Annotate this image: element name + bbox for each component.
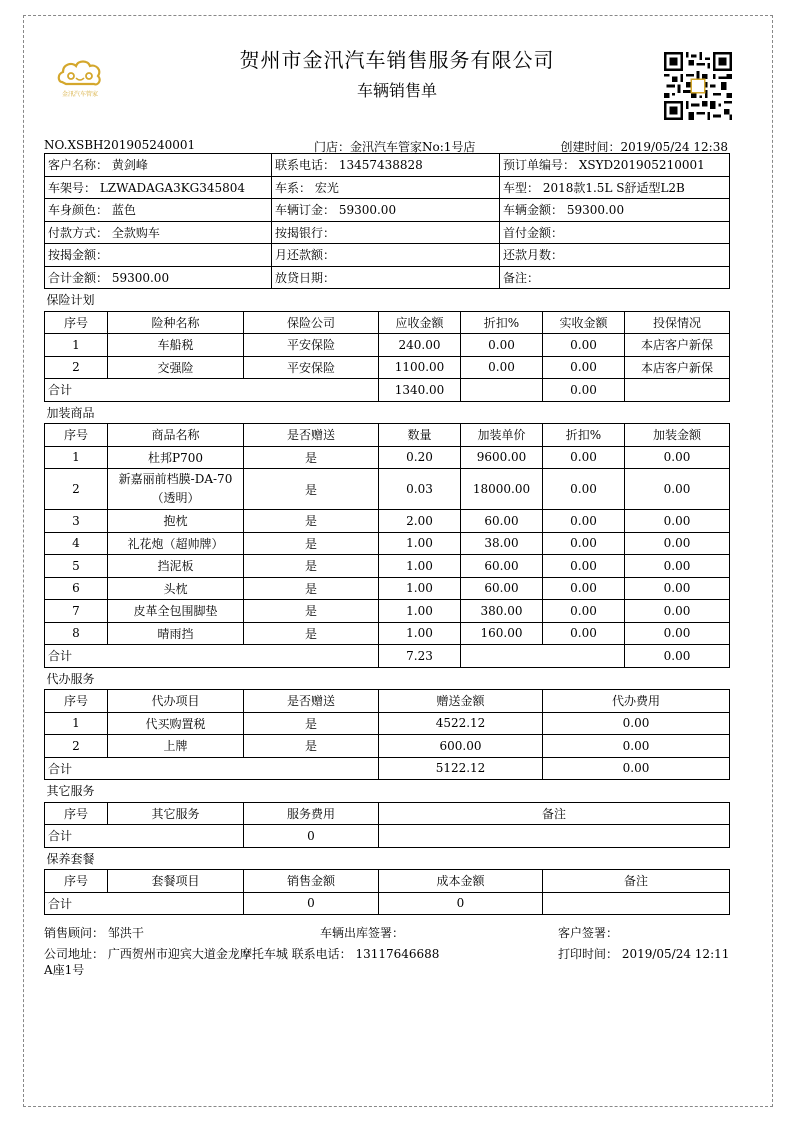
total-cell: 0: [244, 825, 379, 848]
table-cell: 600.00: [379, 735, 543, 758]
company-name: 贺州市金汛汽车销售服务有限公司: [239, 48, 555, 72]
table-cell: 0.00: [543, 600, 625, 623]
column-header: 赠送金额: [379, 690, 543, 713]
table-cell: 4522.12: [379, 712, 543, 735]
table-cell: 平安保险: [244, 334, 379, 357]
table-cell: 0.00: [625, 469, 730, 510]
table-cell: 皮革全包围脚垫: [108, 600, 244, 623]
customer-signature: 客户签署：: [558, 926, 619, 940]
table-cell: 是: [244, 510, 379, 533]
total-label: 合计: [45, 825, 244, 848]
insurance-header-row: [45, 311, 730, 334]
column-header: 应收金额: [379, 311, 461, 334]
table-cell: 60.00: [461, 577, 543, 600]
table-cell: 5: [45, 555, 108, 578]
table-cell: 1: [45, 712, 108, 735]
table-cell: 1.00: [379, 622, 461, 645]
total-row: [45, 379, 730, 402]
table-cell: 头枕: [108, 577, 244, 600]
info-cell: 付款方式： 全款购车: [45, 221, 272, 244]
table-row: [45, 622, 730, 645]
total-label: 合计: [45, 645, 379, 668]
empty-cell: [379, 825, 730, 848]
table-cell: 是: [244, 712, 379, 735]
total-row: [45, 645, 730, 668]
header-line: [44, 138, 728, 154]
table-cell: 代买购置税: [108, 712, 244, 735]
info-cell: 月还款额：: [272, 244, 500, 267]
info-cell: 放贷日期：: [272, 266, 500, 289]
table-cell: 240.00: [379, 334, 461, 357]
table-cell: 0.00: [625, 600, 730, 623]
table-cell: 1.00: [379, 600, 461, 623]
table-cell: 0.00: [543, 712, 730, 735]
info-cell: 按揭银行：: [272, 221, 500, 244]
table-cell: 2.00: [379, 510, 461, 533]
info-cell: 备注：: [500, 266, 730, 289]
sales-advisor: 销售顾问： 邹洪干: [44, 926, 144, 940]
table-cell: 2: [45, 735, 108, 758]
info-cell: 还款月数：: [500, 244, 730, 267]
table-cell: 0.00: [543, 334, 625, 357]
maintenance-header-row: [45, 870, 730, 893]
table-cell: 4: [45, 532, 108, 555]
table-cell: 6: [45, 577, 108, 600]
table-cell: 是: [244, 600, 379, 623]
table-cell: 0.00: [543, 532, 625, 555]
table-row: [45, 735, 730, 758]
column-header: 销售金额: [244, 870, 379, 893]
column-header: 投保情况: [625, 311, 730, 334]
table-cell: 0.00: [625, 510, 730, 533]
table-cell: 礼花炮（超帅牌）: [108, 532, 244, 555]
table-cell: 0.00: [543, 446, 625, 469]
column-header: 加装金额: [625, 424, 730, 447]
section-title-accessories: 加装商品: [45, 401, 730, 424]
column-header: 代办费用: [543, 690, 730, 713]
table-cell: 2: [45, 469, 108, 510]
total-row: [45, 892, 730, 915]
info-cell: 车辆金额： 59300.00: [500, 199, 730, 222]
table-row: [45, 334, 730, 357]
table-cell: 18000.00: [461, 469, 543, 510]
table-cell: 7: [45, 600, 108, 623]
table-cell: 0.00: [625, 577, 730, 600]
total-cell: 7.23: [379, 645, 461, 668]
company-address: 公司地址： 广西贺州市迎宾大道金龙摩托车城 联系电话： 13117646688: [44, 947, 440, 961]
empty-cell: [543, 892, 730, 915]
info-cell: 车型： 2018款1.5L S舒适型L2B: [500, 176, 730, 199]
info-cell: 客户名称： 黄剑峰: [45, 154, 272, 177]
table-cell: 是: [244, 532, 379, 555]
table-cell: 1: [45, 446, 108, 469]
table-row: [45, 712, 730, 735]
table-cell: 0.00: [543, 577, 625, 600]
table-cell: 0.00: [625, 446, 730, 469]
table-row: [45, 356, 730, 379]
table-row: [45, 532, 730, 555]
total-cell: 0: [244, 892, 379, 915]
empty-cell: [461, 645, 625, 668]
total-cell: 0.00: [543, 757, 730, 780]
table-cell: 杜邦P700: [108, 446, 244, 469]
table-cell: 1.00: [379, 532, 461, 555]
info-cell: 预订单编号： XSYD201905210001: [500, 154, 730, 177]
table-cell: 上牌: [108, 735, 244, 758]
logo-text: 金汛汽车管家: [61, 91, 99, 98]
column-header: 序号: [45, 802, 108, 825]
table-cell: 车船税: [108, 334, 244, 357]
table-cell: 0.00: [625, 622, 730, 645]
table-cell: 是: [244, 735, 379, 758]
column-header: 保险公司: [244, 311, 379, 334]
info-cell: 车身颜色： 蓝色: [45, 199, 272, 222]
total-label: 合计: [45, 892, 244, 915]
column-header: 实收金额: [543, 311, 625, 334]
empty-cell: [461, 379, 543, 402]
table-cell: 交强险: [108, 356, 244, 379]
column-header: 成本金额: [379, 870, 543, 893]
table-row: [45, 469, 730, 510]
table-cell: 是: [244, 469, 379, 510]
total-label: 合计: [45, 379, 379, 402]
table-cell: 9600.00: [461, 446, 543, 469]
table-cell: 0.00: [543, 469, 625, 510]
store-name: 门店：金汛汽车管家No:1号店: [314, 140, 476, 154]
total-label: 合计: [45, 757, 379, 780]
info-cell: 合计金额： 59300.00: [45, 266, 272, 289]
agency-header-row: [45, 690, 730, 713]
table-cell: 380.00: [461, 600, 543, 623]
print-time: 打印时间： 2019/05/24 12:11: [558, 947, 730, 961]
table-cell: 0.00: [461, 334, 543, 357]
table-row: [45, 555, 730, 578]
info-cell: 车辆订金： 59300.00: [272, 199, 500, 222]
table-cell: 是: [244, 577, 379, 600]
column-header: 是否赠送: [244, 424, 379, 447]
table-cell: 抱枕: [108, 510, 244, 533]
customer-info-table: [44, 153, 730, 289]
table-cell: 晴雨挡: [108, 622, 244, 645]
column-header: 险种名称: [108, 311, 244, 334]
column-header: 序号: [45, 690, 108, 713]
table-cell: 本店客户新保: [625, 356, 730, 379]
column-header: 数量: [379, 424, 461, 447]
section-title-insurance: 保险计划: [45, 289, 730, 312]
table-cell: 是: [244, 446, 379, 469]
table-cell: 平安保险: [244, 356, 379, 379]
column-header: 序号: [45, 870, 108, 893]
column-header: 序号: [45, 311, 108, 334]
table-cell: 3: [45, 510, 108, 533]
table-cell: 本店客户新保: [625, 334, 730, 357]
table-cell: 0.00: [543, 510, 625, 533]
table-cell: 0.00: [625, 532, 730, 555]
total-cell: 0.00: [543, 379, 625, 402]
column-header: 服务费用: [244, 802, 379, 825]
empty-cell: [625, 379, 730, 402]
order-number: NO.XSBH201905240001: [44, 138, 196, 152]
column-header: 序号: [45, 424, 108, 447]
table-cell: 0.00: [543, 735, 730, 758]
section-title-other: 其它服务: [45, 780, 730, 803]
table-cell: 0.00: [543, 622, 625, 645]
info-cell: 联系电话： 13457438828: [272, 154, 500, 177]
table-cell: 1.00: [379, 577, 461, 600]
column-header: 其它服务: [108, 802, 244, 825]
total-cell: 0: [379, 892, 543, 915]
other-header-row: [45, 802, 730, 825]
column-header: 折扣%: [461, 311, 543, 334]
table-cell: 60.00: [461, 555, 543, 578]
total-row: [45, 757, 730, 780]
document-title: 车辆销售单: [356, 81, 437, 100]
info-cell: 车架号： LZWADAGA3KG345804: [45, 176, 272, 199]
table-row: [45, 600, 730, 623]
column-header: 加装单价: [461, 424, 543, 447]
total-row: [45, 825, 730, 848]
info-cell: 首付金额：: [500, 221, 730, 244]
table-cell: 新嘉丽前档膜-DA-70 （透明）: [108, 469, 244, 510]
created-time: 创建时间：2019/05/24 12:38: [560, 140, 728, 154]
total-cell: 5122.12: [379, 757, 543, 780]
company-address-cont: A座1号: [44, 963, 85, 977]
accessories-header-row: [45, 424, 730, 447]
info-cell: 按揭金额：: [45, 244, 272, 267]
table-cell: 2: [45, 356, 108, 379]
column-header: 套餐项目: [108, 870, 244, 893]
table-cell: 0.00: [543, 555, 625, 578]
info-cell: 车系： 宏光: [272, 176, 500, 199]
column-header: 商品名称: [108, 424, 244, 447]
table-cell: 是: [244, 622, 379, 645]
table-cell: 1100.00: [379, 356, 461, 379]
table-cell: 挡泥板: [108, 555, 244, 578]
table-cell: 0.03: [379, 469, 461, 510]
table-cell: 0.00: [543, 356, 625, 379]
table-cell: 0.20: [379, 446, 461, 469]
section-title-agency: 代办服务: [45, 667, 730, 690]
table-cell: 1.00: [379, 555, 461, 578]
table-cell: 8: [45, 622, 108, 645]
total-cell: 1340.00: [379, 379, 461, 402]
section-title-maintenance: 保养套餐: [45, 847, 730, 870]
table-cell: 160.00: [461, 622, 543, 645]
table-row: [45, 446, 730, 469]
table-row: [45, 510, 730, 533]
table-row: [45, 577, 730, 600]
column-header: 折扣%: [543, 424, 625, 447]
column-header: 备注: [379, 802, 730, 825]
table-cell: 0.00: [625, 555, 730, 578]
delivery-signature: 车辆出库签署：: [320, 926, 405, 940]
table-cell: 0.00: [461, 356, 543, 379]
table-cell: 是: [244, 555, 379, 578]
table-cell: 60.00: [461, 510, 543, 533]
table-cell: 1: [45, 334, 108, 357]
table-cell: 38.00: [461, 532, 543, 555]
column-header: 是否赠送: [244, 690, 379, 713]
total-cell: 0.00: [625, 645, 730, 668]
column-header: 代办项目: [108, 690, 244, 713]
services-table: [44, 288, 730, 915]
column-header: 备注: [543, 870, 730, 893]
